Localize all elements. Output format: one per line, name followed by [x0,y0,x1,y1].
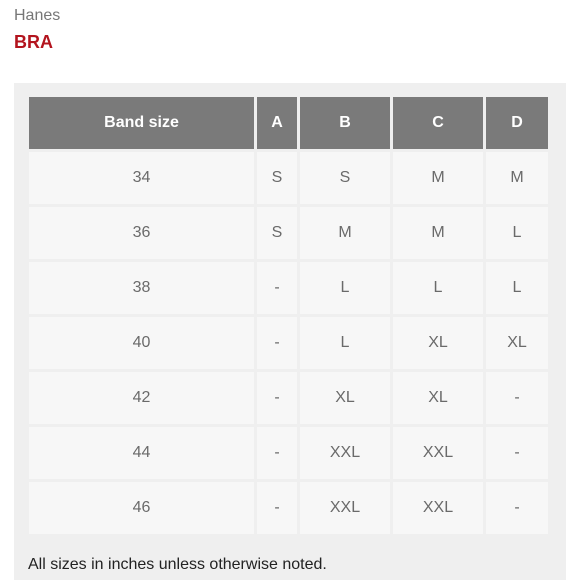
table-row [29,317,548,369]
size-cell: - [486,372,548,424]
size-cell: M [393,207,483,259]
size-cell: L [393,262,483,314]
table-row [29,372,548,424]
size-footnote: All sizes in inches unless otherwise noted. [28,556,327,573]
size-cell: XL [393,372,483,424]
size-cell: L [486,207,548,259]
header-row [29,97,548,149]
size-cell: L [486,262,548,314]
size-cell: - [486,482,548,534]
band-size-cell: 42 [29,372,254,424]
size-cell: XL [393,317,483,369]
size-chart-table [26,94,551,537]
band-size-cell: 38 [29,262,254,314]
product-category: BRA [14,32,53,52]
header-cup-d: D [486,97,548,149]
header-cup-c: C [393,97,483,149]
size-cell: M [300,207,390,259]
size-cell: S [300,152,390,204]
size-cell: S [257,207,297,259]
size-cell: - [257,372,297,424]
size-cell: - [257,262,297,314]
size-cell: - [486,427,548,479]
size-cell: - [257,317,297,369]
table-row [29,262,548,314]
size-cell: XL [300,372,390,424]
size-chart-panel [14,83,566,580]
size-cell: - [257,427,297,479]
band-size-cell: 40 [29,317,254,369]
header-cup-b: B [300,97,390,149]
table-row [29,152,548,204]
size-cell: M [486,152,548,204]
table-row [29,427,548,479]
size-cell: L [300,317,390,369]
size-cell: XXL [300,482,390,534]
brand-name: Hanes [14,7,61,24]
size-cell: XXL [393,427,483,479]
table-row [29,207,548,259]
size-cell: - [257,482,297,534]
band-size-cell: 34 [29,152,254,204]
size-cell: XXL [393,482,483,534]
header-cup-a: A [257,97,297,149]
header-band-size: Band size [29,97,254,149]
band-size-cell: 36 [29,207,254,259]
size-cell: M [393,152,483,204]
band-size-cell: 44 [29,427,254,479]
table-row [29,482,548,534]
size-cell: L [300,262,390,314]
band-size-cell: 46 [29,482,254,534]
size-cell: XL [486,317,548,369]
size-cell: S [257,152,297,204]
size-cell: XXL [300,427,390,479]
